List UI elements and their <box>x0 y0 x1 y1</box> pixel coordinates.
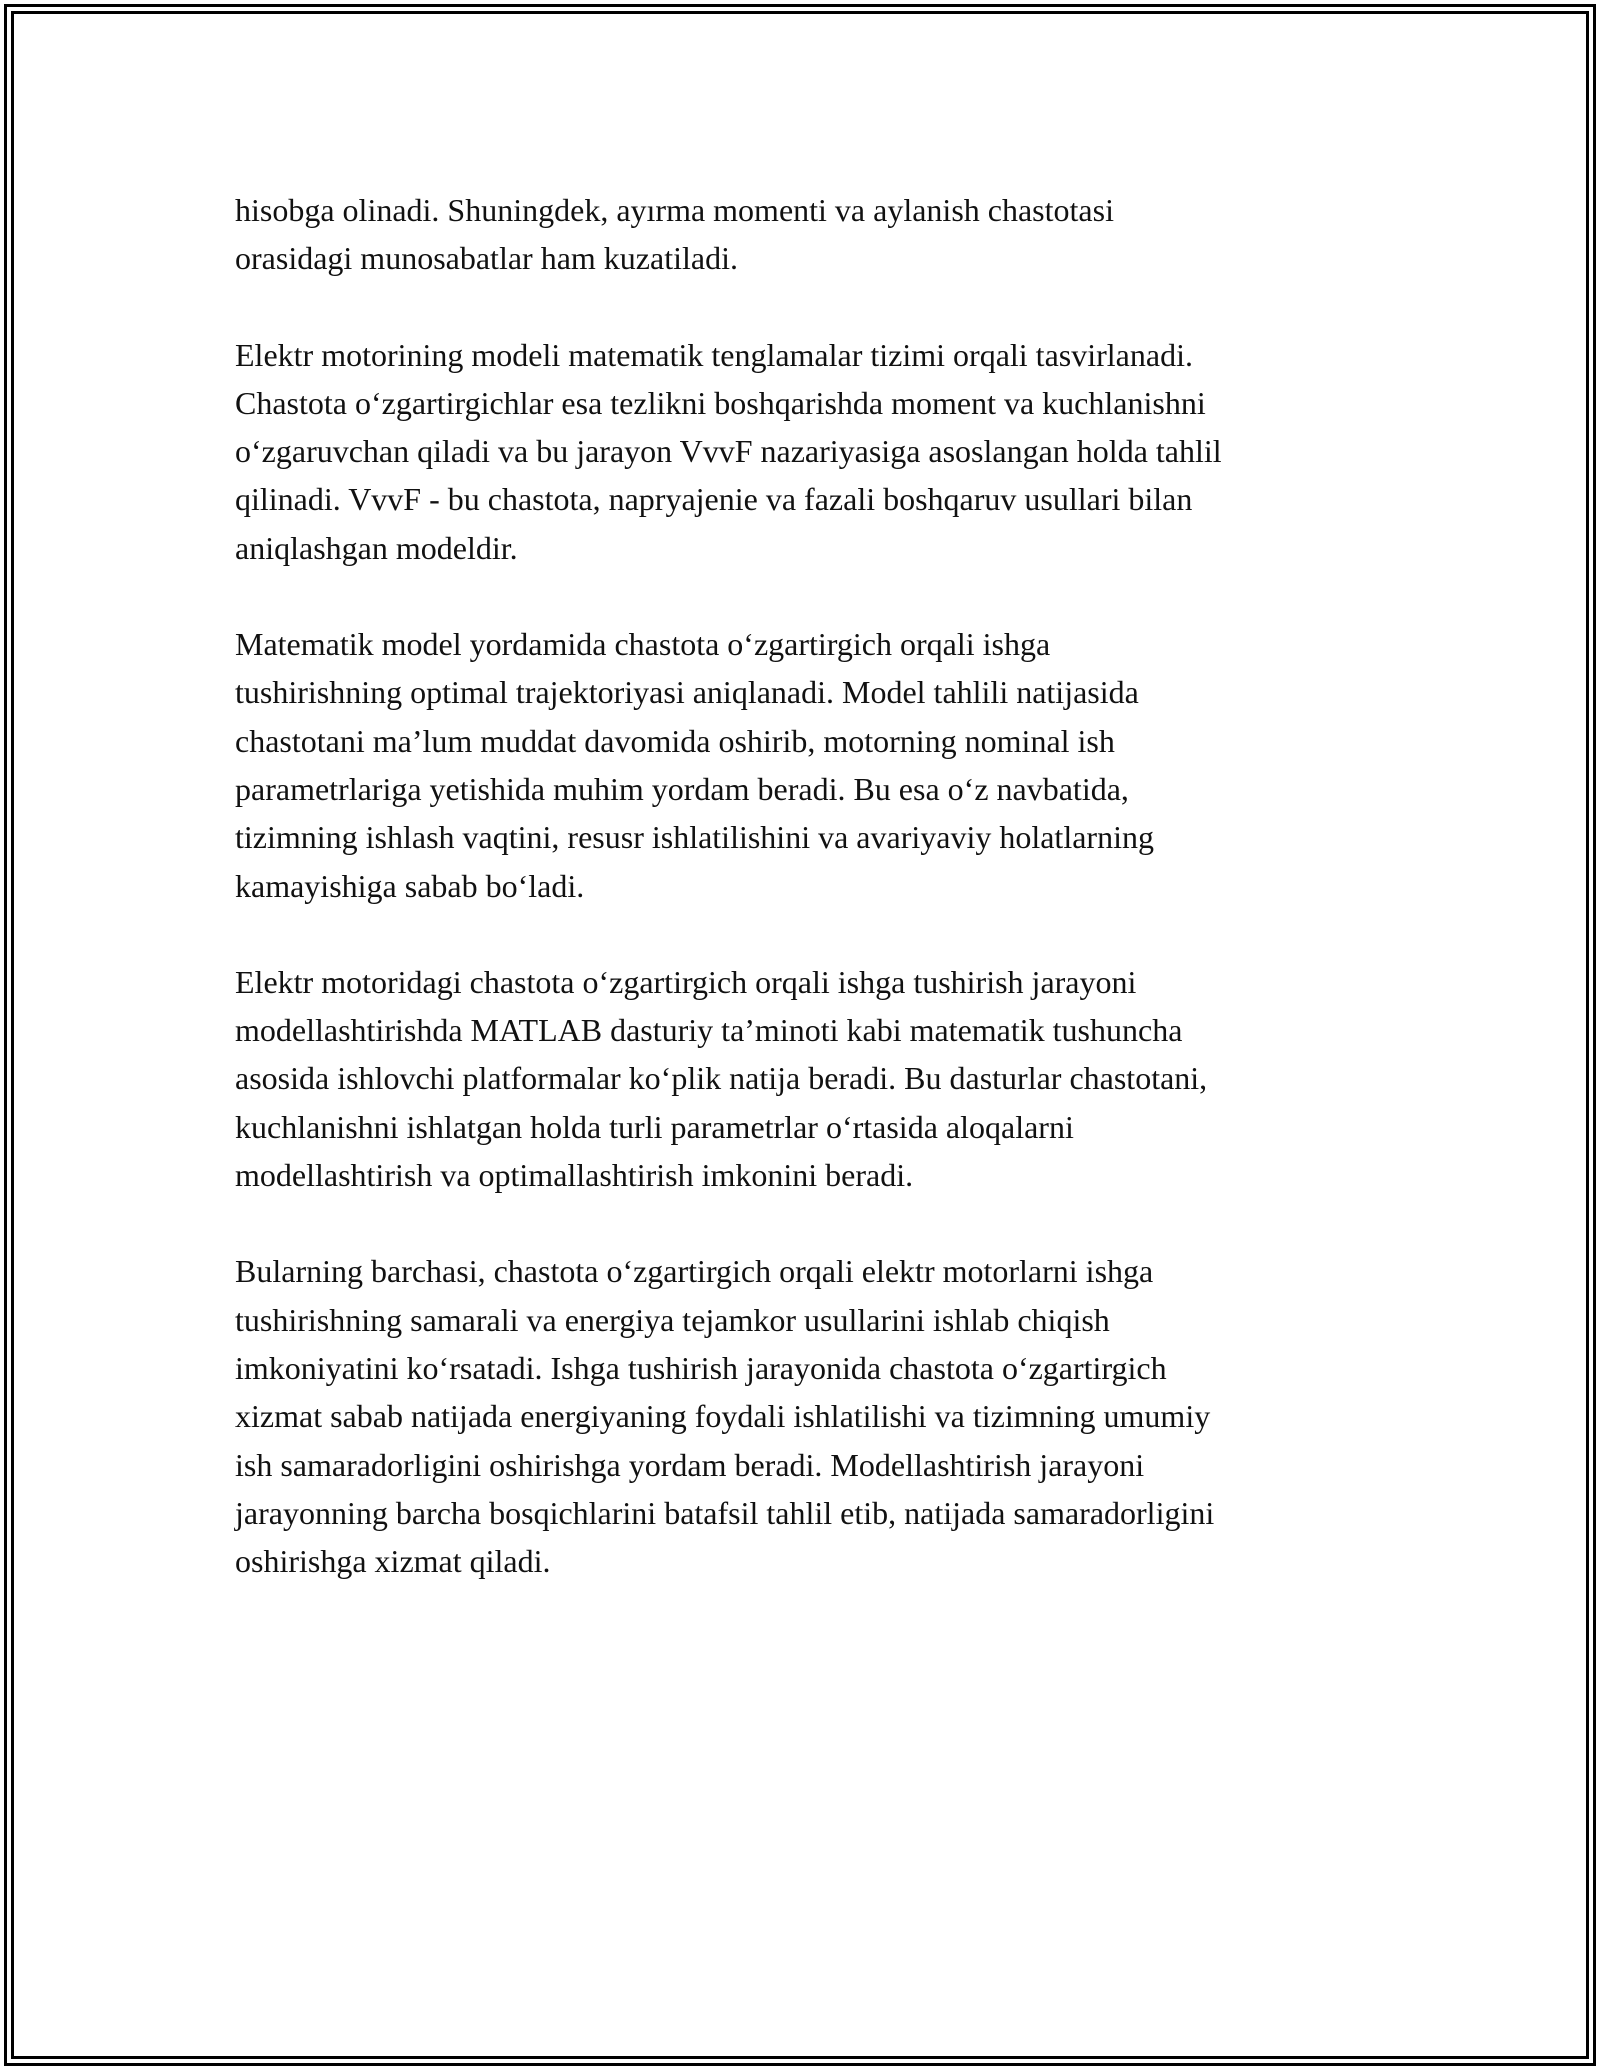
paragraph-1: hisobga olinadi. Shuningdek, ayırma momenti va aylanish chastotasi orasidagi munosabatlar ham kuzatiladi. <box>235 192 1114 277</box>
paragraph-5: Bularning barchasi, chastota o‘zgartirgich orqali elektr motorlarni ishga tushirishning samarali va energiya tejamkor usullarini ishlab chiqish imkoniyatini ko‘rsatadi. Ishga tushirish jarayonida chastota o‘zgartirgich xizmat sabab natijada energiyaning foydali ishlatilishi va tizimning umumiy ish samaradorligini oshirishga yordam beradi. Modellashtirish jarayoni jarayonning barcha bosqichlarini batafsil tahlil etib, natijada samaradorligini oshirishga xizmat qiladi. <box>235 1253 1215 1580</box>
document-body <box>235 186 1375 1633</box>
paragraph-2: Elektr motorining modeli matematik tenglamalar tizimi orqali tasvirlanadi. Chastota o‘zgartirgichlar esa tezlikni boshqarishda moment va kuchlanishni o‘zgaruvchan qiladi va bu jarayon VvvF nazariyasiga asoslangan holda tahlil qilinadi. VvvF - bu chastota, napryajenie va fazali boshqaruv usullari bilan aniqlashgan modeldir. <box>235 336 1222 566</box>
paragraph-3: Matematik model yordamida chastota o‘zgartirgich orqali ishga tushirishning optimal trajektoriyasi aniqlanadi. Model tahlili natijasida chastotani ma’lum muddat davomida oshirib, motorning nominal ish parametrlariga yetishida muhim yordam beradi. Bu esa o‘z navbatida, tizimning ishlash vaqtini, resusr ishlatilishini va avariyaviy holatlarning kamayishiga sabab bo‘ladi. <box>235 626 1154 904</box>
paragraph-4: Elektr motoridagi chastota o‘zgartirgich orqali ishga tushirish jarayoni modellashtirishda MATLAB dasturiy ta’minoti kabi matematik tushuncha asosida ishlovchi platformalar ko‘plik natija beradi. Bu dasturlar chastotani, kuchlanishni ishlatgan holda turli parametrlar o‘rtasida aloqalarni modellashtirish va optimallashtirish imkonini beradi. <box>235 963 1208 1194</box>
